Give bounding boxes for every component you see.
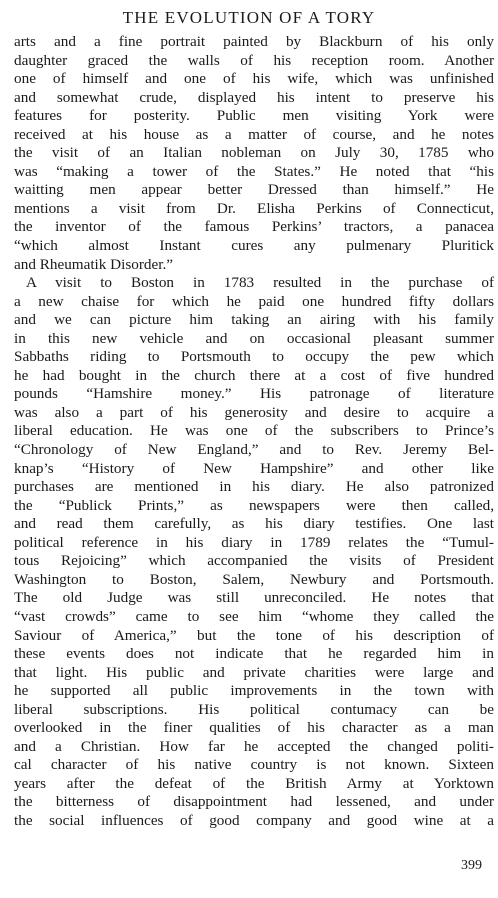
text-line: the bitterness of disappointment had lessened, and under (14, 793, 494, 811)
text-line: and Rheumatik Disorder.” (14, 255, 174, 273)
text-line: and a Christian. How far he accepted the changed politi- (14, 737, 494, 755)
paragraph (14, 274, 494, 830)
text-line: mentions a visit from Dr. Elisha Perkins of Connecticut, (14, 199, 494, 217)
text-line: he had bought in the church there at a cost of five hundred (14, 366, 494, 384)
text-line: liberal education. He was one of the subscribers to Prince’s (14, 422, 494, 440)
text-line: in this new vehicle and on occasional pleasant summer (14, 329, 494, 347)
text-line: the “Publick Prints,” as newspapers were then called, (14, 496, 494, 514)
text-line: political reference in his diary in 1789 relates the “Tumul- (14, 533, 494, 551)
text-line: was also a part of his generosity and desire to acquire a (14, 403, 494, 421)
text-line: arts and a fine portrait painted by Blackburn of his only (14, 33, 494, 50)
text-line: and somewhat crude, displayed his intent to preserve his (14, 88, 494, 106)
text-line: received at his house as a matter of course, and he notes (14, 125, 494, 143)
text-line: overlooked in the finer qualities of his character as a man (14, 719, 494, 737)
paragraph (14, 33, 494, 274)
text-line: pounds “Hamshire money.” His patronage of literature (14, 385, 494, 403)
text-line: waitting men appear better Dressed than himself.” He (14, 181, 494, 199)
text-line: was “making a tower of the States.” He noted that “his (14, 162, 494, 180)
running-head: THE EVOLUTION OF A TORY (122, 8, 376, 27)
text-line: cal character of his native country is not known. Sixteen (14, 756, 494, 774)
text-line: the social influences of good company and good wine at a (14, 811, 494, 829)
text-line: A visit to Boston in 1783 resulted in the purchase of (26, 274, 494, 292)
text-line: knap’s “History of New Hampshire” and other like (14, 459, 494, 477)
text-line: the visit of an Italian nobleman on July 30, 1785 who (14, 144, 494, 162)
text-line: tous Rejoicing” which accompanied the visits of President (14, 552, 494, 570)
text-line: he supported all public improvements in the town with (14, 682, 494, 700)
text-line: the inventor of the famous Perkins’ tractors, a panacea (14, 218, 494, 236)
text-line: and we can picture him taking an airing with his family (14, 311, 494, 329)
text-line: a new chaise for which he paid one hundred fifty dollars (14, 292, 494, 310)
text-line: “vast crowds” came to see him “whome they called the (14, 607, 494, 625)
text-line: one of himself and one of his wife, which was unfinished (14, 70, 494, 88)
text-line: daughter graced the walls of his reception room. Another (14, 51, 494, 69)
text-line: features for posterity. Public men visiting York were (14, 107, 494, 125)
text-line: “which almost Instant cures any pulmenary Pluritick (14, 237, 494, 255)
text-line: Sabbaths riding to Portsmouth to occupy the pew which (14, 348, 494, 366)
text-line: The old Judge was still unreconciled. He notes that (14, 589, 494, 607)
page-number: 399 (461, 858, 482, 873)
text-line: Saviour of America,” but the tone of his description of (14, 626, 494, 644)
text-line: Washington to Boston, Salem, Newbury and Portsmouth. (14, 570, 494, 588)
text-line: purchases are mentioned in his diary. He also patronized (14, 478, 494, 496)
text-line: “Chronology of New England,” and to Rev. Jeremy Bel- (14, 441, 494, 459)
body-text (14, 33, 494, 831)
text-line: and read them carefully, as his diary testifies. One last (14, 515, 494, 533)
text-line: that light. His public and private charities were large and (14, 663, 494, 681)
text-line: years after the defeat of the British Army at Yorktown (14, 774, 494, 792)
text-line: liberal subscriptions. His political contumacy can be (14, 700, 494, 718)
text-line: these events does not indicate that he regarded him in (14, 645, 494, 663)
